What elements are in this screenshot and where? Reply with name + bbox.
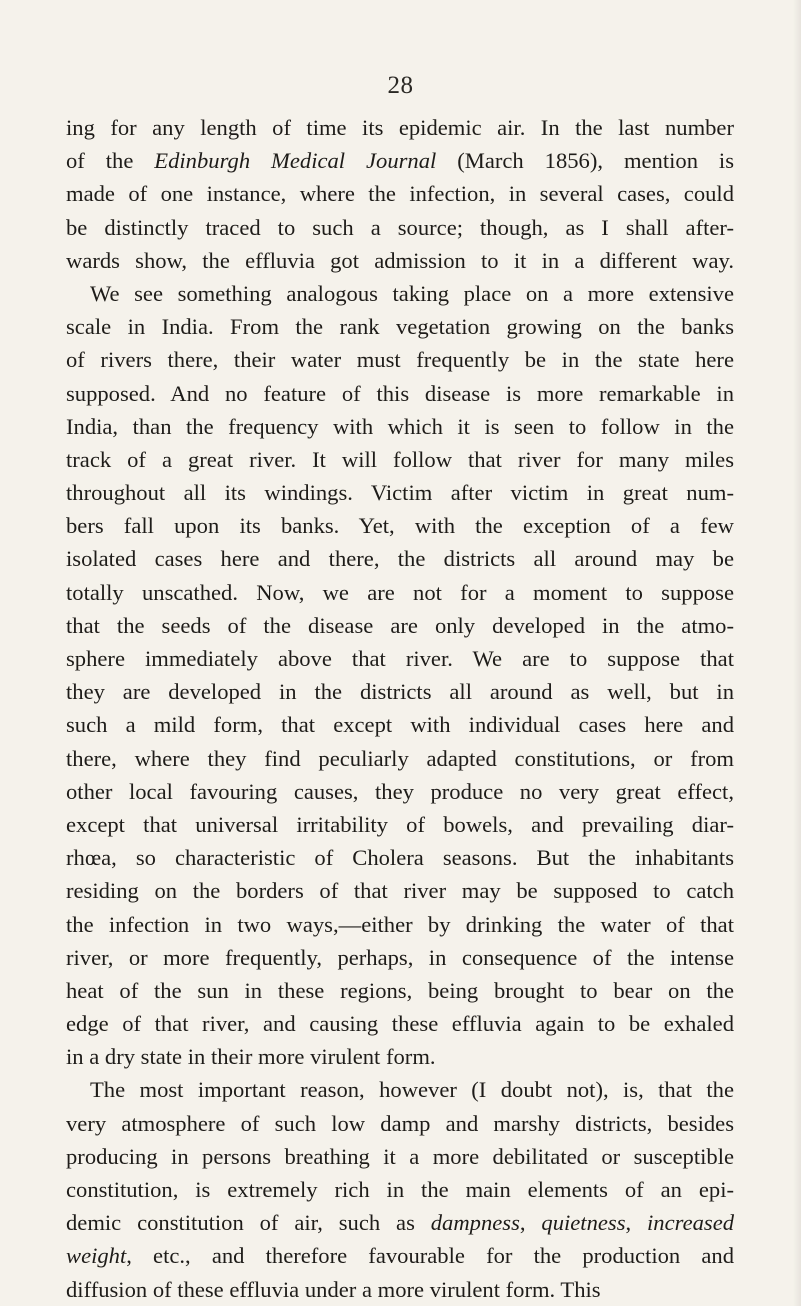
text-line: made of one instance, where the infection, in several cases, could: [66, 181, 734, 207]
text-span: (March 1856), mention is: [436, 148, 734, 174]
text-line: ing for any length of time its epidemic air. In the last number: [66, 115, 734, 140]
text-line: throughout all its windings. Victim after victim in great num-: [66, 480, 734, 506]
text-line: scale in India. From the rank vegetation growing on the banks: [66, 314, 734, 340]
text-line: very atmosphere of such low damp and marshy districts, besides: [66, 1110, 734, 1136]
text-line: residing on the borders of that river may be supposed to catch: [66, 878, 734, 904]
text-line: wards show, the effluvia got admission to it in a different way.: [66, 247, 734, 273]
text-line: sphere immediately above that river. We are to suppose that: [66, 646, 734, 671]
text-line: isolated cases here and there, the districts all around may be: [66, 546, 734, 572]
italic-text: quietness: [541, 1210, 626, 1236]
text-span: demic constitution of air, such as: [66, 1210, 431, 1236]
text-line: track of a great river. It will follow that river for many miles: [66, 446, 734, 472]
text-line: India, than the frequency with which it is seen to follow in the: [66, 413, 734, 439]
text-line: bers fall upon its banks. Yet, with the exception of a few: [66, 513, 734, 539]
text-line: We see something analogous taking place on a more extensive: [90, 280, 734, 306]
body-text: [66, 111, 734, 1306]
text-line: of rivers there, their water must frequently be in the state here: [66, 347, 734, 373]
text-line: constitution, is extremely rich in the main elements of an epi-: [66, 1177, 734, 1202]
text-line: heat of the sun in these regions, being brought to bear on the: [66, 977, 734, 1003]
text-line: [66, 1206, 734, 1239]
italic-text: Edinburgh Medical Journal: [154, 148, 437, 174]
text-line: diffusion of these effluvia under a more virulent form. This: [66, 1276, 601, 1302]
text-span: of the: [66, 148, 155, 174]
page-edge-shadow: [793, 0, 801, 1306]
text-line: the infection in two ways,—either by drinking the water of that: [66, 911, 734, 937]
text-line: river, or more frequently, perhaps, in consequence of the intense: [66, 944, 734, 970]
italic-text: increased: [647, 1210, 735, 1236]
text-span: , etc., and therefore favourable for the production and: [126, 1243, 734, 1269]
text-line: [66, 144, 734, 177]
text-line: supposed. And no feature of this disease is more remarkable in: [66, 380, 734, 406]
italic-text: dampness: [430, 1210, 520, 1236]
text-line: there, where they find peculiarly adapted constitutions, or from: [66, 745, 734, 771]
text-line: edge of that river, and causing these effluvia again to be exhaled: [66, 1011, 734, 1037]
text-line: rhœa, so characteristic of Cholera seasons. But the inhabitants: [66, 845, 734, 871]
italic-text: weight: [66, 1243, 127, 1269]
text-line: producing in persons breathing it a more debilitated or susceptible: [66, 1143, 734, 1169]
text-line: that the seeds of the disease are only developed in the atmo-: [66, 612, 734, 638]
text-line: [66, 1239, 734, 1272]
text-line: in a dry state in their more virulent form.: [66, 1044, 436, 1070]
page-number: 28: [387, 72, 414, 99]
text-line: other local favouring causes, they produce no very great effect,: [66, 778, 734, 804]
text-line: they are developed in the districts all around as well, but in: [66, 679, 734, 705]
text-line: except that universal irritability of bowels, and prevailing diar-: [66, 811, 734, 837]
text-line: totally unscathed. Now, we are not for a moment to suppose: [66, 579, 734, 605]
text-line: such a mild form, that except with individual cases here and: [66, 712, 734, 738]
text-line: be distinctly traced to such a source; though, as I shall after-: [66, 214, 734, 240]
text-span: ,: [625, 1210, 648, 1236]
text-line: The most important reason, however (I doubt not), is, that the: [90, 1077, 734, 1103]
text-span: ,: [519, 1210, 542, 1236]
